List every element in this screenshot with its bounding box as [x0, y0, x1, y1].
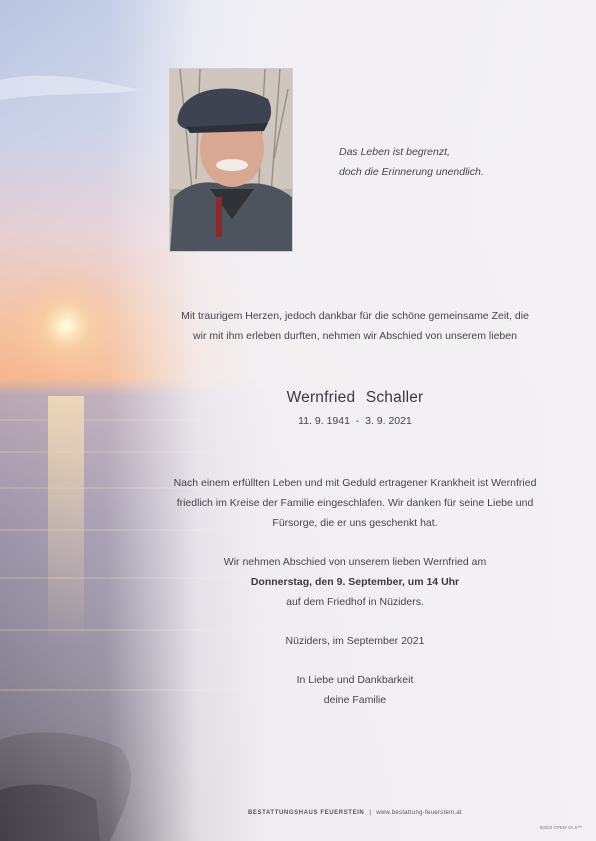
body-paragraph — [150, 473, 560, 533]
intro-line: wir mit ihm erleben durften, nehmen wir Abschied von unserem lieben — [193, 330, 517, 342]
life-dates: 11. 9. 1941 - 3. 9. 2021 — [298, 415, 412, 427]
body-line: Nach einem erfüllten Leben und mit Geduld ertragener Krankheit ist Wernfried — [173, 477, 537, 489]
portrait-photo — [169, 68, 293, 252]
first-name: Wernfried — [286, 389, 356, 406]
funeral-info — [150, 552, 560, 612]
quote-line: Das Leben ist begrenzt, — [339, 146, 450, 158]
closing-line: In Liebe und Dankbarkeit — [296, 674, 414, 686]
body-line: friedlich im Kreise der Familie eingeschlafen. Wir danken für seine Liebe und — [176, 497, 534, 509]
funeral-location: auf dem Friedhof in Nüziders. — [286, 596, 424, 608]
closing-signature: deine Familie — [323, 694, 387, 706]
intro-line: Mit traurigem Herzen, jedoch dankbar für die schöne gemeinsame Zeit, die — [181, 310, 529, 322]
footer-website[interactable]: www.bestattung-feuerstein.at — [376, 810, 463, 816]
footer-company: BESTATTUNGSHAUS FEUERSTEIN — [247, 810, 365, 816]
print-code: 83023 ©PEM VA S™ — [539, 825, 582, 830]
funeral-date-time: Donnerstag, den 9. September, um 14 Uhr — [250, 576, 460, 588]
footer — [150, 810, 560, 816]
last-name: Schaller — [365, 389, 424, 406]
intro-paragraph — [150, 306, 560, 346]
portrait-illustration — [170, 69, 293, 252]
funeral-line: Wir nehmen Abschied von unserem lieben Wernfried am — [223, 556, 487, 568]
body-line: Fürsorge, die er uns geschenkt hat. — [272, 517, 438, 529]
deceased-name — [150, 389, 560, 407]
place-date: Nüziders, im September 2021 — [285, 635, 425, 647]
memorial-quote — [339, 142, 559, 182]
closing — [150, 670, 560, 710]
footer-separator: | — [369, 810, 372, 816]
quote-line: doch die Erinnerung unendlich. — [339, 166, 484, 178]
